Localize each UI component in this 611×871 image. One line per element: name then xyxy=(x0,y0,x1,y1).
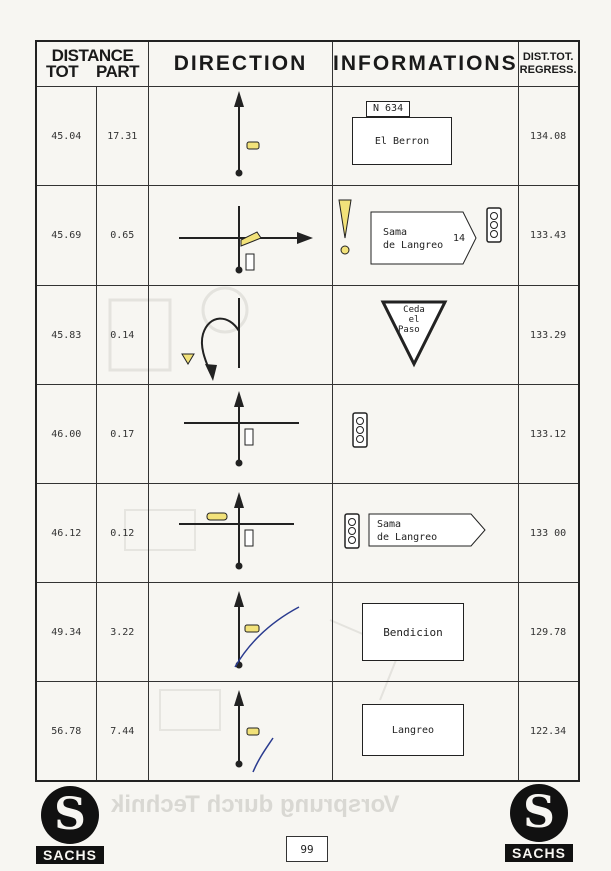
tot-distance-cell: 45.04 xyxy=(36,87,96,186)
traffic-light-icon xyxy=(245,530,253,546)
traffic-light-icon xyxy=(246,254,254,270)
information-cell xyxy=(333,682,519,782)
distance-header xyxy=(36,41,149,87)
place-sign: Bendicion xyxy=(362,603,464,661)
straight-on-arrow-diagram xyxy=(149,583,332,681)
direction-cell xyxy=(149,186,333,286)
sachs-logo-text: SACHS xyxy=(36,846,104,864)
regress-header-line2: REGRESS. xyxy=(519,64,577,76)
information-cell xyxy=(333,186,519,286)
sign-line-1: Sama xyxy=(377,519,402,530)
fuel-marker-icon xyxy=(245,625,259,632)
table-row xyxy=(36,583,579,682)
regress-distance-cell: 133.43 xyxy=(518,186,579,286)
yield-line-2: el xyxy=(408,315,420,325)
traffic-light-icon xyxy=(345,514,359,548)
sign-line-2: de Langreo xyxy=(377,532,438,543)
tot-distance-cell: 46.00 xyxy=(36,385,96,484)
sachs-logo-letter: S xyxy=(54,789,86,840)
fuel-marker-icon xyxy=(207,513,227,520)
tot-distance-cell: 45.83 xyxy=(36,286,96,385)
sachs-logo-letter: S xyxy=(523,787,555,838)
pen-mark xyxy=(253,738,273,772)
header-row xyxy=(36,41,579,87)
information-cell xyxy=(333,484,519,583)
table-row xyxy=(36,385,579,484)
sign-distance: 14 xyxy=(453,233,466,244)
information-cell xyxy=(333,87,519,186)
table-row xyxy=(36,186,579,286)
place-sign: Langreo xyxy=(362,704,464,756)
direction-cell xyxy=(149,583,333,682)
yield-line-1: Ceda xyxy=(403,305,425,315)
fuel-marker-icon xyxy=(247,728,259,735)
regress-distance-cell: 133.29 xyxy=(518,286,579,385)
traffic-light-icon xyxy=(487,208,501,242)
tot-distance-cell: 56.78 xyxy=(36,682,96,782)
direction-header: DIRECTION xyxy=(149,41,333,87)
crossroads-straight-arrow-diagram xyxy=(149,484,332,582)
traffic-light-icon xyxy=(333,385,512,483)
distance-header-label: DISTANCE xyxy=(51,46,134,65)
direction-cell xyxy=(149,385,333,484)
part-distance-cell: 0.65 xyxy=(96,186,148,286)
part-distance-cell: 17.31 xyxy=(96,87,148,186)
place-sign: El Berron xyxy=(352,117,452,165)
tot-distance-cell: 45.69 xyxy=(36,186,96,286)
sachs-logo-mark-icon xyxy=(510,784,568,842)
yield-marker-icon xyxy=(182,354,194,364)
crossroads-straight-arrow-diagram xyxy=(149,385,332,483)
straight-on-arrow-diagram xyxy=(149,87,332,185)
table-row xyxy=(36,286,579,385)
tot-distance-cell: 49.34 xyxy=(36,583,96,682)
regress-header-line1: DIST.TOT. xyxy=(522,51,574,63)
regress-distance-cell: 129.78 xyxy=(518,583,579,682)
fuel-marker-icon xyxy=(247,142,259,149)
traffic-light-icon xyxy=(245,429,253,445)
direction-cell xyxy=(149,286,333,385)
yield-line-3: Paso xyxy=(398,325,420,335)
pen-mark xyxy=(235,607,299,667)
regress-distance-cell: 122.34 xyxy=(518,682,579,782)
sign-line-1: Sama xyxy=(383,227,408,238)
sachs-logo-mark-icon xyxy=(41,786,99,844)
sachs-logo-left xyxy=(36,786,104,864)
part-header-label: PART xyxy=(96,62,140,81)
regress-header xyxy=(518,41,579,87)
tot-header-label: TOT xyxy=(45,62,79,81)
informations-header: INFORMATIONS xyxy=(333,41,519,87)
sachs-logo-text: SACHS xyxy=(505,844,573,862)
direction-cell xyxy=(149,87,333,186)
tot-distance-cell: 46.12 xyxy=(36,484,96,583)
yield-sign-icon xyxy=(333,286,512,384)
regress-distance-cell: 133 00 xyxy=(518,484,579,583)
part-distance-cell: 0.17 xyxy=(96,385,148,484)
part-distance-cell: 0.12 xyxy=(96,484,148,583)
table-row xyxy=(36,484,579,583)
show-through-slogan: Vorsprung durch Technik xyxy=(111,791,400,818)
information-cell xyxy=(333,286,519,385)
straight-on-arrow-diagram xyxy=(149,682,332,780)
table-row xyxy=(36,87,579,186)
sign-line-2: de Langreo xyxy=(383,240,444,251)
turn-right-arrow-diagram xyxy=(149,186,332,285)
table-row xyxy=(36,682,579,782)
direction-cell xyxy=(149,682,333,782)
direction-cell xyxy=(149,484,333,583)
regress-distance-cell: 134.08 xyxy=(518,87,579,186)
part-distance-cell: 7.44 xyxy=(96,682,148,782)
hairpin-left-arrow-diagram xyxy=(149,286,332,384)
page-number: 99 xyxy=(286,836,328,862)
fuel-marker-icon xyxy=(241,232,261,246)
part-distance-cell: 3.22 xyxy=(96,583,148,682)
information-cell xyxy=(333,385,519,484)
regress-distance-cell: 133.12 xyxy=(518,385,579,484)
information-cell xyxy=(333,583,519,682)
road-number-plate: N 634 xyxy=(366,101,410,117)
roadbook-table xyxy=(35,40,580,782)
part-distance-cell: 0.14 xyxy=(96,286,148,385)
sachs-logo-right xyxy=(505,784,573,862)
